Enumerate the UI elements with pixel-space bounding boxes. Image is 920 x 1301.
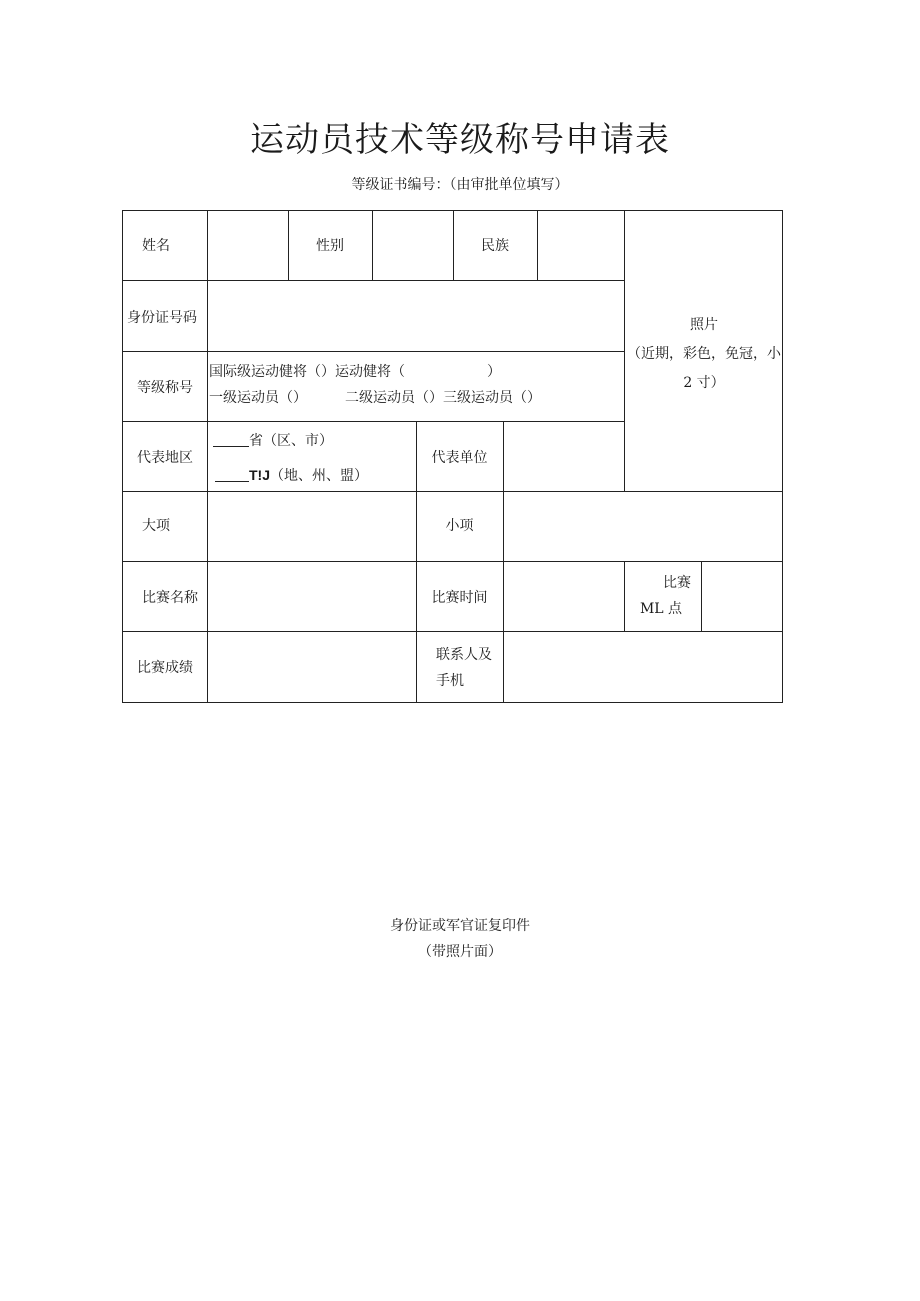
col-divider <box>701 561 702 631</box>
contact-label <box>436 642 506 694</box>
col-divider <box>537 211 538 280</box>
province-blank <box>213 431 249 447</box>
region-label: 代表地区 <box>137 450 193 466</box>
page-title: 运动员技术等级称号申请表 <box>250 120 670 160</box>
level-options-line1 <box>209 359 623 385</box>
id-number-label: 身份证号码 <box>127 310 197 326</box>
competition-time-label: 比赛时间 <box>431 590 488 606</box>
row-divider <box>123 351 624 352</box>
level-option-close: ） <box>487 364 501 380</box>
major-event-label: 大项 <box>142 518 170 534</box>
level-options-line2 <box>209 385 623 411</box>
competition-place-label <box>633 570 699 622</box>
row-divider <box>123 280 624 281</box>
photo-note: （近期，彩色，免冠，小 2 寸） <box>627 346 781 391</box>
level-option-international: 国际级运动健将（）运动健将（ <box>209 364 405 380</box>
contact-label-line2: 手机 <box>436 673 464 689</box>
col-divider <box>624 561 625 631</box>
competition-place-line1: 比赛 <box>663 575 691 591</box>
col-divider <box>207 211 208 702</box>
row-divider <box>123 491 782 492</box>
competition-result-label: 比赛成绩 <box>137 660 193 676</box>
col-divider <box>372 211 373 280</box>
region-city-text: （地、州、盟） <box>270 468 368 484</box>
certificate-number-note: 等级证书编号：（由审批单位填写） <box>351 177 569 193</box>
name-label: 姓名 <box>142 238 170 254</box>
row-divider <box>123 631 782 632</box>
level-option-first: 一级运动员（） <box>209 390 307 406</box>
id-copy-title: 身份证或军官证复印件 <box>390 918 530 934</box>
ethnicity-label: 民族 <box>481 238 509 254</box>
minor-event-label: 小项 <box>445 518 474 534</box>
row-divider <box>123 561 782 562</box>
unit-label: 代表单位 <box>431 450 488 466</box>
gender-label: 性别 <box>316 238 344 254</box>
region-province-line <box>213 428 413 454</box>
application-form <box>122 210 783 703</box>
row-divider <box>123 421 624 422</box>
photo-title: 照片 <box>690 317 718 333</box>
region-city-line <box>215 462 415 489</box>
level-label: 等级称号 <box>137 380 193 396</box>
region-province-text: 省（区、市） <box>249 433 333 449</box>
competition-name-label: 比赛名称 <box>142 590 198 606</box>
id-copy-note: （带照片面） <box>418 944 502 960</box>
region-city-mark: T!J <box>249 467 270 483</box>
level-option-second-third: 二级运动员（）三级运动员（） <box>345 390 541 406</box>
contact-label-line1: 联系人及 <box>436 647 492 663</box>
id-copy-area <box>0 913 920 965</box>
city-blank <box>215 466 249 482</box>
competition-place-line2: ML 点 <box>639 601 683 617</box>
photo-placeholder <box>625 311 783 398</box>
